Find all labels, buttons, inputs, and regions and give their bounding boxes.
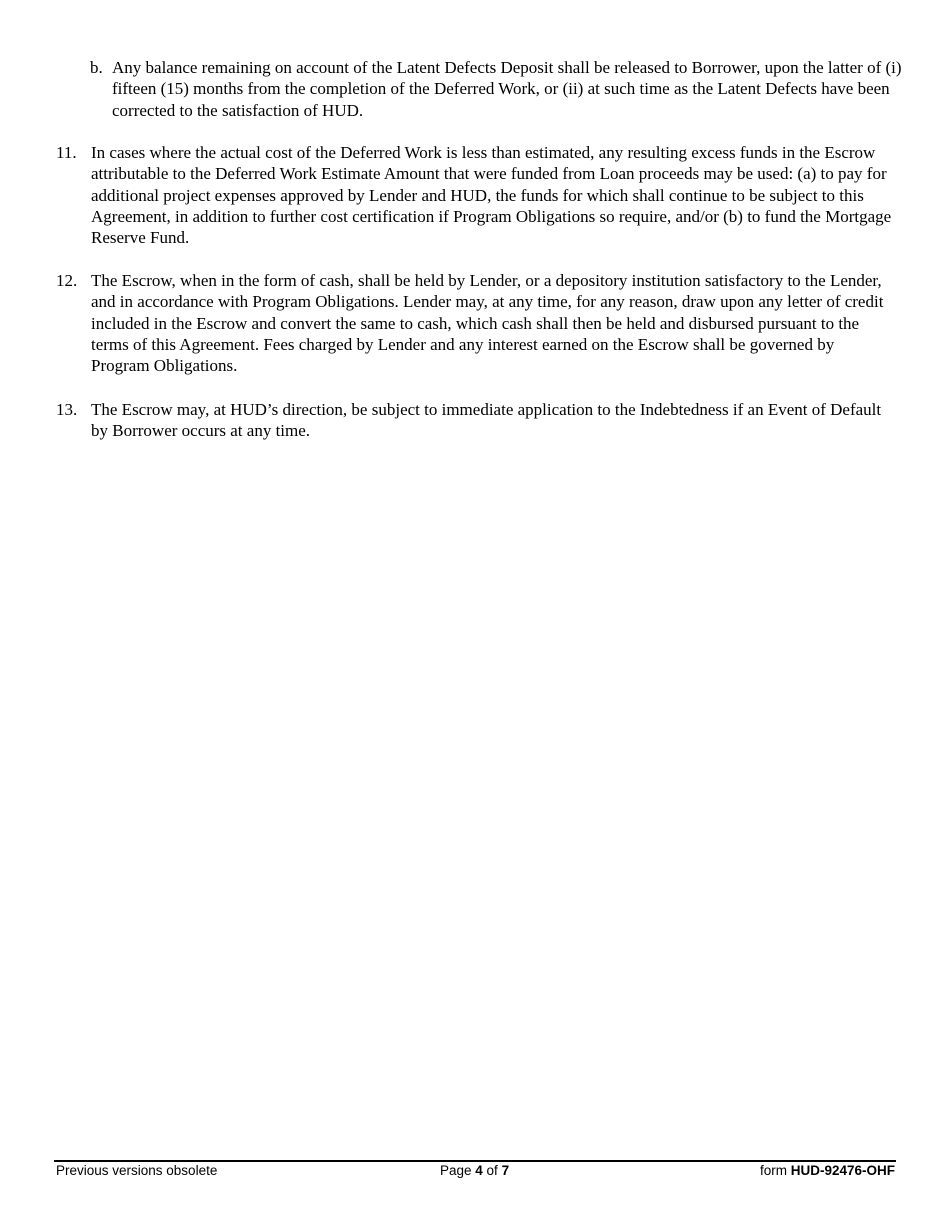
clause-number: 11. [56, 143, 77, 162]
clause-12 [56, 270, 896, 376]
page-of: of [482, 1163, 502, 1178]
clause-number: 12. [56, 271, 78, 290]
clause-number: 13. [56, 400, 78, 419]
clause-text: The Escrow may, at HUD’s direction, be subject to immediate application to the Indebtedness if an Event of Default by Borrower occurs at any time. [91, 400, 882, 441]
footer-obsolete-note: Previous versions obsolete [56, 1163, 218, 1178]
footer-page-number [440, 1163, 509, 1179]
clause-text: The Escrow, when in the form of cash, shall be held by Lender, or a depository institution satisfactory to the Lender, and in accordance with Program Obligations. Lender may, at any time, for any reason, draw upon any letter of credit included in the Escrow and convert the same to cash, which cash shall then be held and disbursed pursuant to the terms of this Agreement. Fees charged by Lender and any interest earned on the Escrow shall be governed by Program Obligations. [91, 271, 884, 376]
footer-divider [54, 1160, 896, 1162]
form-number: HUD-92476-OHF [790, 1163, 895, 1178]
page-current: 4 [475, 1163, 483, 1178]
clause-13 [56, 399, 896, 442]
page-total: 7 [501, 1163, 510, 1178]
page-prefix: Page [440, 1163, 476, 1178]
clause-text: In cases where the actual cost of the Deferred Work is less than estimated, any resulting excess funds in the Escrow attributable to the Deferred Work Estimate Amount that were funded from Loan proceeds may be used: (a) to pay for additional project expenses approved by Lender and HUD, the funds for which shall continue to be subject to this Agreement, in addition to further cost certification if Program Obligations so require, and/or (b) to fund the Mortgage Reserve Fund. [91, 143, 892, 248]
form-prefix: form [759, 1163, 791, 1178]
clause-label: b. [90, 58, 103, 77]
clause-11 [56, 142, 896, 248]
clause-text: Any balance remaining on account of the Latent Defects Deposit shall be released to Borrower, upon the latter of (i) fifteen (15) months from the completion of the Deferred Work, or (ii) at such time as the Latent Defects have been corrected to the satisfaction of HUD. [112, 58, 902, 120]
footer-form-id [760, 1163, 895, 1179]
clause-10b [90, 57, 905, 121]
